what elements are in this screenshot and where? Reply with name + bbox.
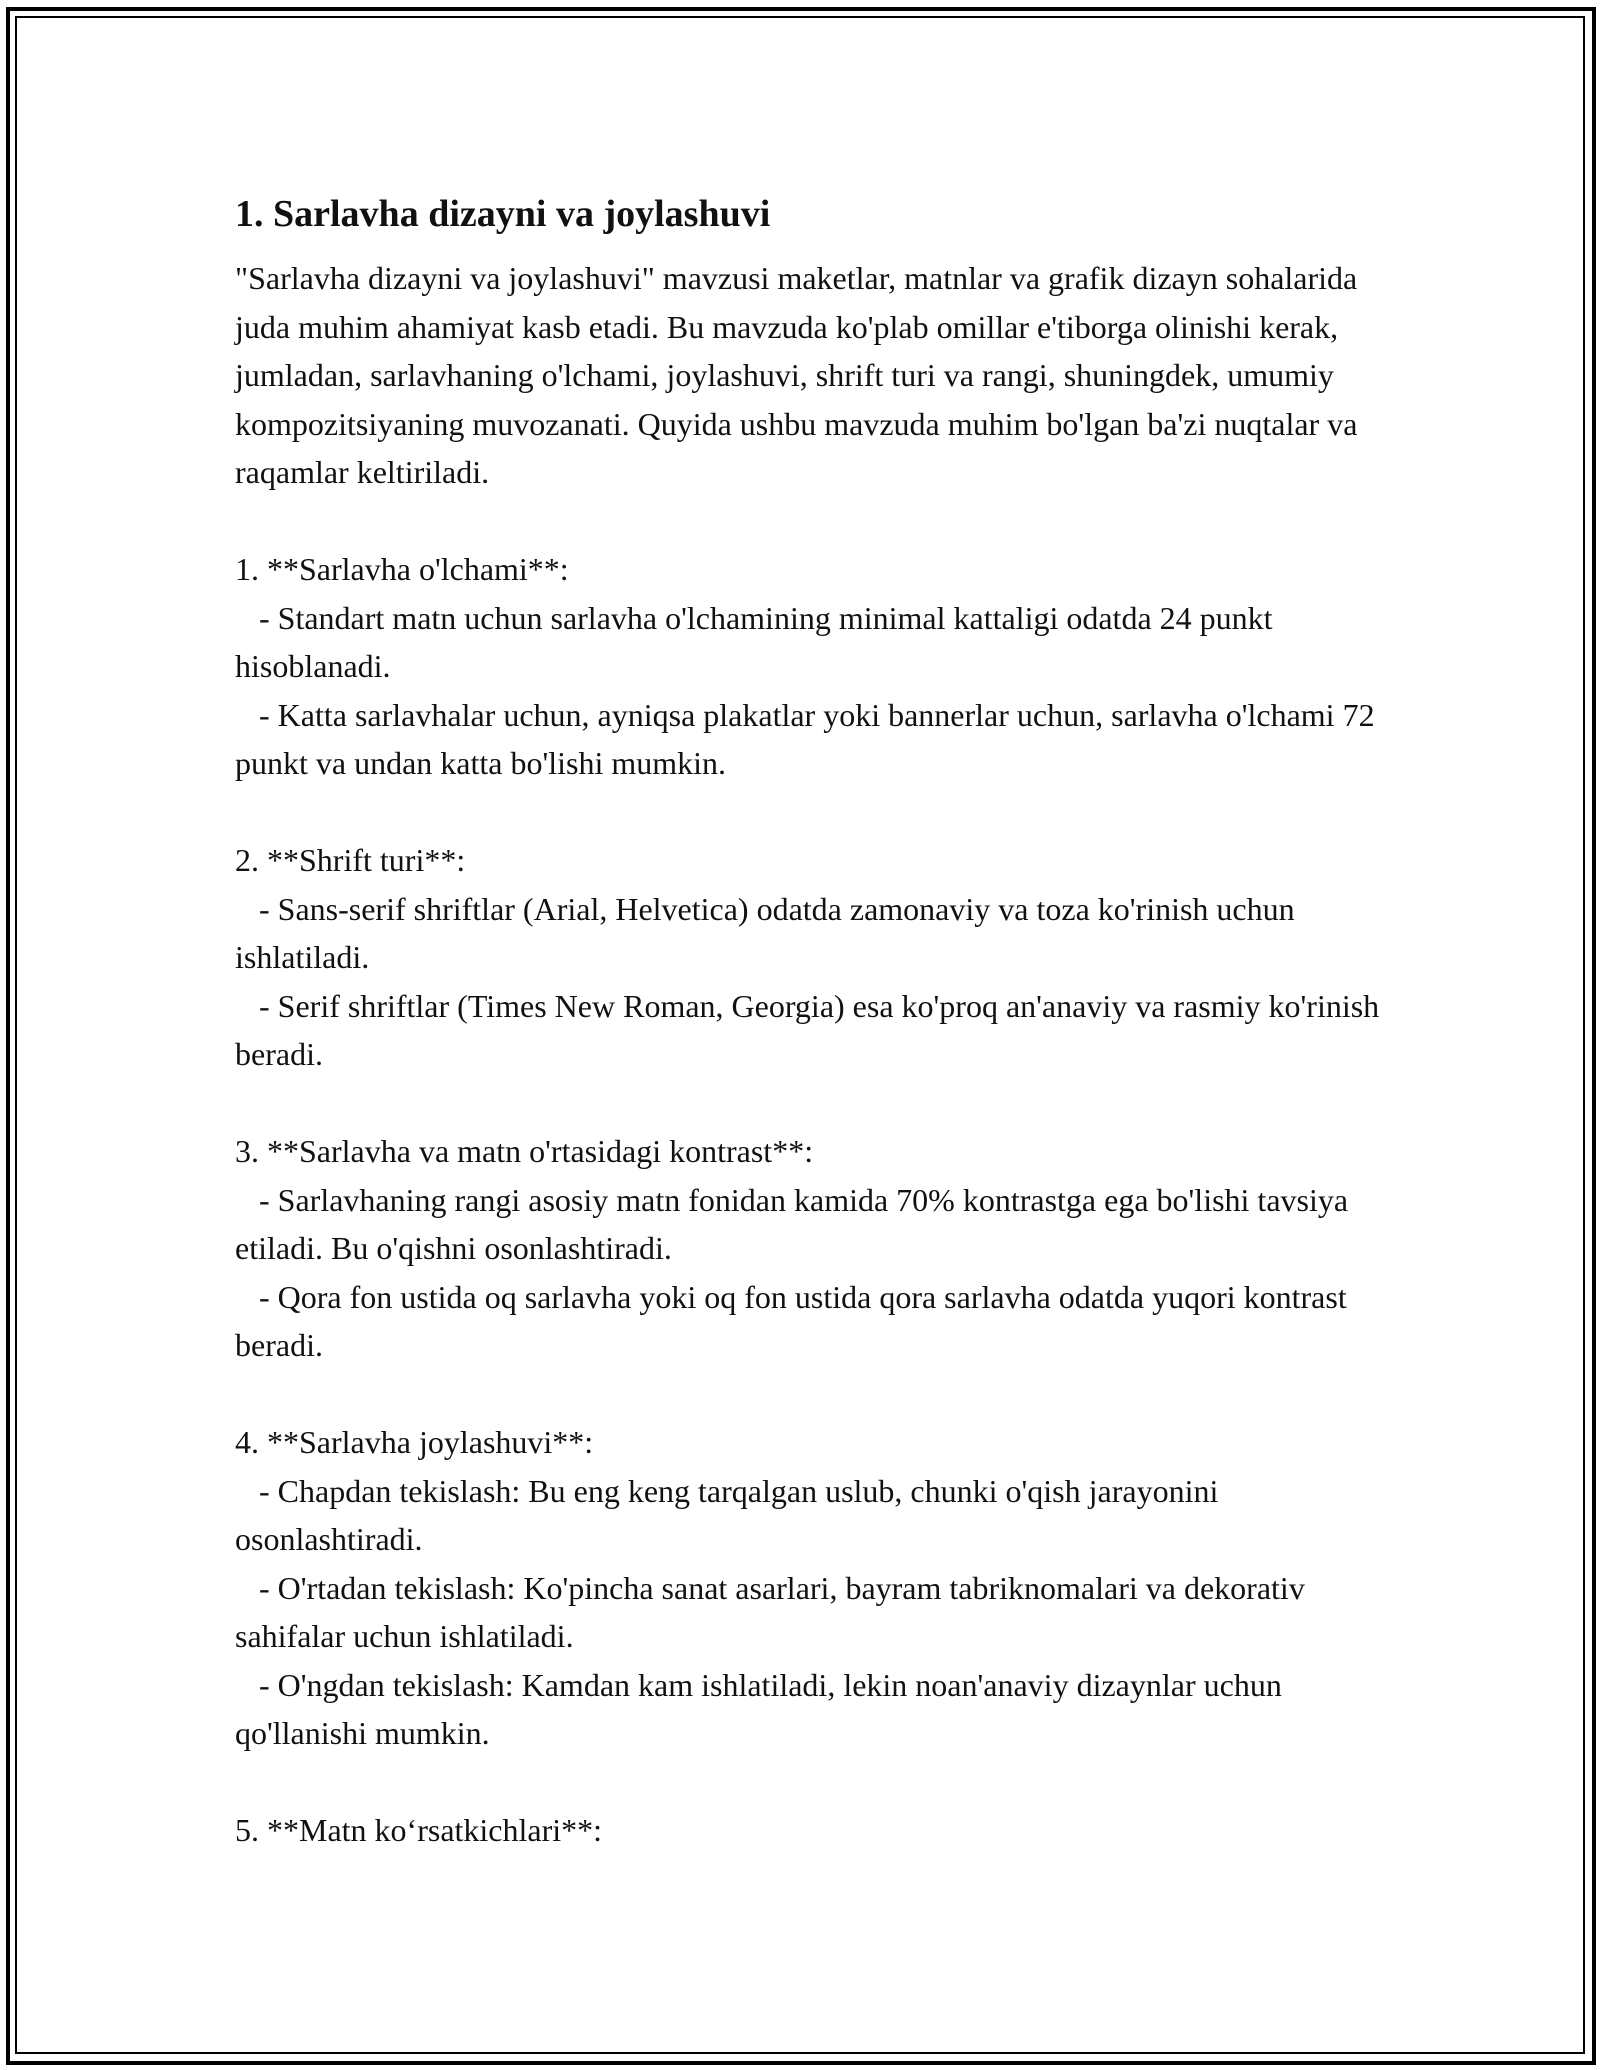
bullet-item: - Standart matn uchun sarlavha o'lchamining minimal kattaligi odatda 24 punkt hisoblanadi. <box>235 599 1281 684</box>
bullet-item: - Katta sarlavhalar uchun, ayniqsa plakatlar yoki bannerlar uchun, sarlavha o'lchami 72 punkt va undan katta bo'lishi mumkin. <box>235 696 1383 781</box>
section-title: 4. **Sarlavha joylashuvi**: <box>235 1424 594 1460</box>
section-2 <box>235 836 1388 1079</box>
bullet-item: - Serif shriftlar (Times New Roman, Georgia) esa ko'proq an'anaviy va rasmiy ko'rinish beradi. <box>235 987 1388 1072</box>
section-4 <box>235 1418 1385 1758</box>
section-title: 1. **Sarlavha o'lchami**: <box>235 551 569 587</box>
section-5 <box>235 1806 1385 1855</box>
section-1 <box>235 545 1385 788</box>
bullet-item: - O'ngdan tekislash: Kamdan kam ishlatiladi, lekin noan'anaviy dizaynlar uchun qo'llanishi mumkin. <box>235 1666 1290 1751</box>
intro-paragraph: "Sarlavha dizayni va joylashuvi" mavzusi maketlar, matnlar va grafik dizayn sohalarida juda muhim ahamiyat kasb etadi. Bu mavzuda ko'plab omillar e'tiborga olinishi kerak, jumladan, sarlavhaning o'lchami, joylashuvi, shrift turi va rangi, shuningdek, umumiy kompozitsiyaning muvozanati. Quyida ushbu mavzuda muhim bo'lgan ba'zi nuqtalar va raqamlar keltiriladi. <box>235 260 1366 490</box>
bullet-item: - O'rtadan tekislash: Ko'pincha sanat asarlari, bayram tabriknomalari va dekorativ sahifalar uchun ishlatiladi. <box>235 1569 1313 1654</box>
section-title: 5. **Matn ko‘rsatkichlari**: <box>235 1812 603 1848</box>
bullet-item: - Qora fon ustida oq sarlavha yoki oq fon ustida qora sarlavha odatda yuqori kontrast beradi. <box>235 1278 1355 1363</box>
section-title: 2. **Shrift turi**: <box>235 842 466 878</box>
bullet-item: - Sarlavhaning rangi asosiy matn fonidan kamida 70% kontrastga ega bo'lishi tavsiya etiladi. Bu o'qishni osonlashtiradi. <box>235 1181 1357 1266</box>
document-heading: 1. Sarlavha dizayni va joylashuvi <box>235 193 771 235</box>
section-3 <box>235 1127 1385 1370</box>
document-body <box>235 186 1388 1855</box>
bullet-item: - Sans-serif shriftlar (Arial, Helvetica) odatda zamonaviy va toza ko'rinish uchun ishlatiladi. <box>235 890 1303 975</box>
section-title: 3. **Sarlavha va matn o'rtasidagi kontrast**: <box>235 1133 814 1169</box>
bullet-item: - Chapdan tekislash: Bu eng keng tarqalgan uslub, chunki o'qish jarayonini osonlashtiradi. <box>235 1472 1227 1557</box>
